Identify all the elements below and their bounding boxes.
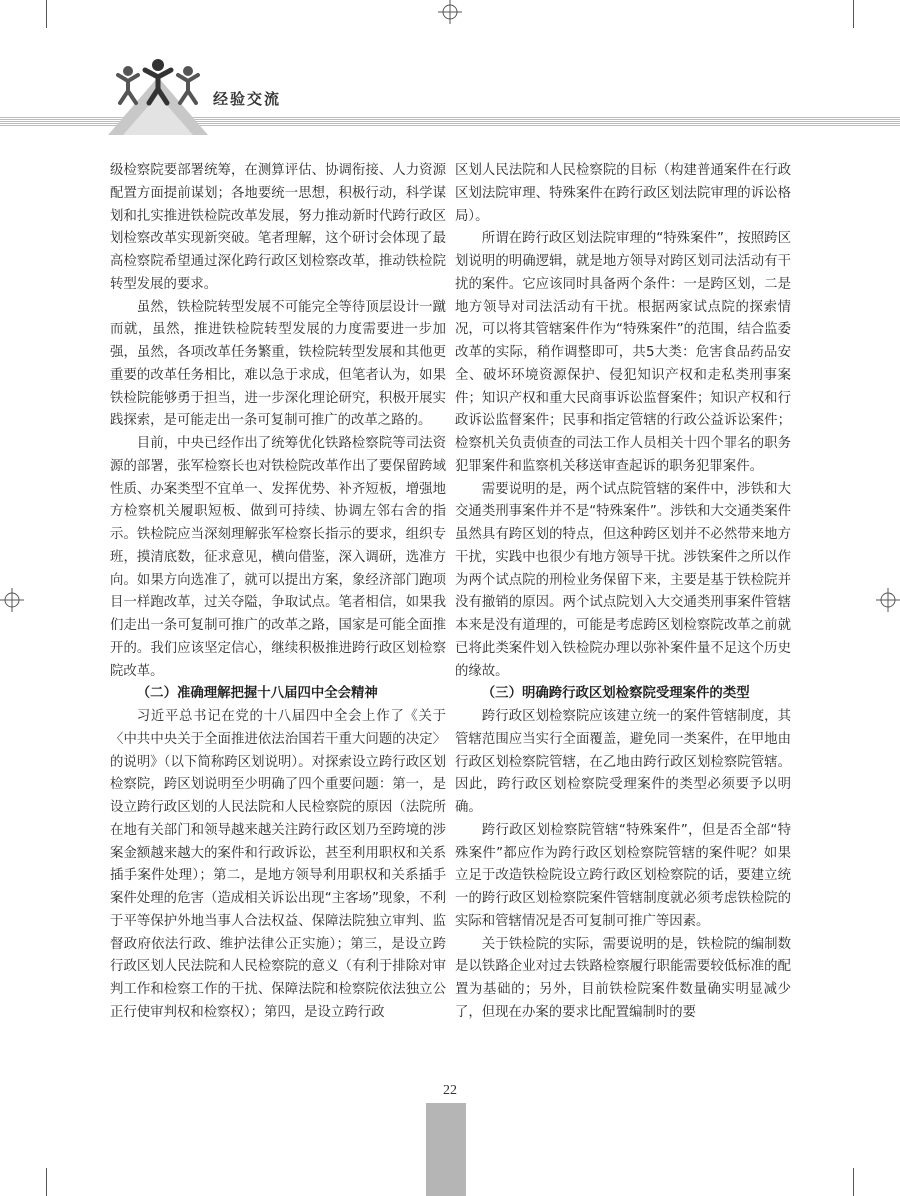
left-paragraph-1: 级检察院要部署统筹，在测算评估、协调衔接、人力资源配置方面提前谋划；各地要统一思想，积极行动，科学谋划和扎实推进铁检院改革发展，努力推动新时代跨行政区划检察改革实现新突破。笔者理解，这个研讨会体现了最高检察院希望通过深化跨行政区划检察改革，推动铁检院转型发展的要求。 <box>110 163 446 292</box>
right-paragraph-3: 需要说明的是，两个试点院管辖的案件中，涉铁和大交通类刑事案件并不是“特殊案件”。涉铁和大交通类案件虽然具有跨区划的特点，但这种跨区划并不必然带来地方干扰，实践中也很少有地方领导干扰。涉铁案件之所以作为两个试点院的刑检业务保留下来，主要是基于铁检院并没有撤销的原因。两个试点院划入大交通类刑事案件管辖本来是没有道理的，可能是考虑跨区划检察院改革之前就已将此类案件划入铁检院办理以弥补案件量不足这个历史的缘故。 <box>455 481 791 679</box>
right-paragraph-4: 跨行政区划检察院应该建立统一的案件管辖制度，其管辖范围应当实行全面覆盖，避免同一类案件，在甲地由行政区划检察院管辖，在乙地由跨行政区划检察院管辖。因此，跨行政区划检察院受理案件的类型必须要予以明确。 <box>455 709 791 815</box>
section-heading-3: （三）明确跨行政区划检察院受理案件的类型 <box>481 686 750 702</box>
right-paragraph-6: 关于铁检院的实际，需要说明的是，铁检院的编制数是以铁路企业对过去铁路检察履行职能需要较低标准的配置为基础的；另外，目前铁检院案件数量确实明显减少了，但现在办案的要求比配置编制时的要 <box>455 936 791 1020</box>
section-heading-2: （二）准确理解把握十八届四中全会精神 <box>136 686 378 702</box>
registration-mark-left-icon <box>0 588 24 612</box>
crop-mark-bottom-right <box>853 1168 854 1196</box>
right-column <box>455 160 791 1025</box>
registration-mark-right-icon <box>876 588 900 612</box>
section-title: 经验交流 <box>213 90 282 108</box>
crop-mark-top-left <box>46 0 47 28</box>
left-paragraph-2: 虽然，铁检院转型发展不可能完全等待顶层设计一蹴而就，虽然，推进铁检院转型发展的力度需要进一步加强，虽然，各项改革任务繁重，铁检院转型发展和其他更重要的改革任务相比，难以急于求成，但笔者认为，如果铁检院能够勇于担当，进一步深化理论研究，积极开展实践探索，是可能走出一条可复制可推广的改革之路的。 <box>110 299 446 429</box>
left-column <box>110 160 446 1025</box>
right-paragraph-2: 所谓在跨行政区划法院审理的“特殊案件”，按照跨区划说明的明确逻辑，就是地方领导对跨区划司法活动有干扰的案件。它应该同时具备两个条件：一是跨区划，二是地方领导对司法活动有干扰。根据两家试点院的探索情况，可以将其管辖案件作为“特殊案件”的范围，结合监委改革的实际，稍作调整即可，共5大类：危害食品药品安全、破坏环境资源保护、侵犯知识产权和走私类刑事案件；知识产权和重大民商事诉讼监督案件；知识产权和行政诉讼监督案件；民事和指定管辖的行政公益诉讼案件；检察机关负责侦查的司法工作人员相关十四个罪名的职务犯罪案件和监察机关移送审查起诉的职务犯罪案件。 <box>455 231 791 474</box>
left-paragraph-3: 目前，中央已经作出了统筹优化铁路检察院等司法资源的部署，张军检察长也对铁检院改革作出了要保留跨域性质、办案类型不宜单一、发挥优势、补齐短板，增强地方检察机关履职短板、做到可持续、协调左邻右舍的指示。铁检院应当深刻理解张军检察长指示的要求，组织专班，摸清底数，征求意见，横向借鉴，深入调研，选准方向。如果方向选准了，就可以提出方案，象经济部门跑项目一样跑改革，过关夺隘，争取试点。笔者相信，如果我们走出一条可复制可推广的改革之路，国家是可能全面推开的。我们应该坚定信心，继续积极推进跨行政区划检察院改革。 <box>110 436 446 679</box>
page-number: 22 <box>443 1083 457 1098</box>
left-paragraph-4: 习近平总书记在党的十八届四中全会上作了《关于〈中共中央关于全面推进依法治国若干重大问题的决定〉的说明》（以下简称跨区划说明）。对探索设立跨行政区划检察院，跨区划说明至少明确了四个重要问题：第一，是设立跨行政区划的人民法院和人民检察院的原因（法院所在地有关部门和领导越来越关注跨行政区划乃至跨境的涉案金额越来越大的案件和行政诉讼，甚至利用职权和关系插手案件处理）；第二，是地方领导利用职权和关系插手案件处理的危害（造成相关诉讼出现“主客场”现象，不利于平等保护外地当事人合法权益、保障法院独立审判、监督政府依法行政、维护法律公正实施）；第三，是设立跨行政区划人民法院和人民检察院的意义（有利于排除对审判工作和检察工作的干扰、保障法院和检察院依法独立公正行使审判权和检察权）；第四，是设立跨行政 <box>110 709 446 1020</box>
page-tab <box>426 1103 466 1196</box>
crop-mark-bottom-left <box>46 1168 47 1196</box>
people-figures-logo <box>98 57 218 135</box>
registration-mark-top-icon <box>438 0 462 24</box>
right-paragraph-1: 区划人民法院和人民检察院的目标（构建普通案件在行政区划法院审理、特殊案件在跨行政区划法院审理的诉讼格局）。 <box>455 163 791 224</box>
page-header <box>0 55 900 135</box>
right-paragraph-5: 跨行政区划检察院管辖“特殊案件”，但是否全部“特殊案件”都应作为跨行政区划检察院管辖的案件呢？如果立足于改造铁检院设立跨行政区划检察院的话，要建立统一的跨行政区划检察院案件管辖制度就必须考虑铁检院的实际和管辖情况是否可复制可推广等因素。 <box>455 822 791 929</box>
crop-mark-top-right <box>853 0 854 28</box>
